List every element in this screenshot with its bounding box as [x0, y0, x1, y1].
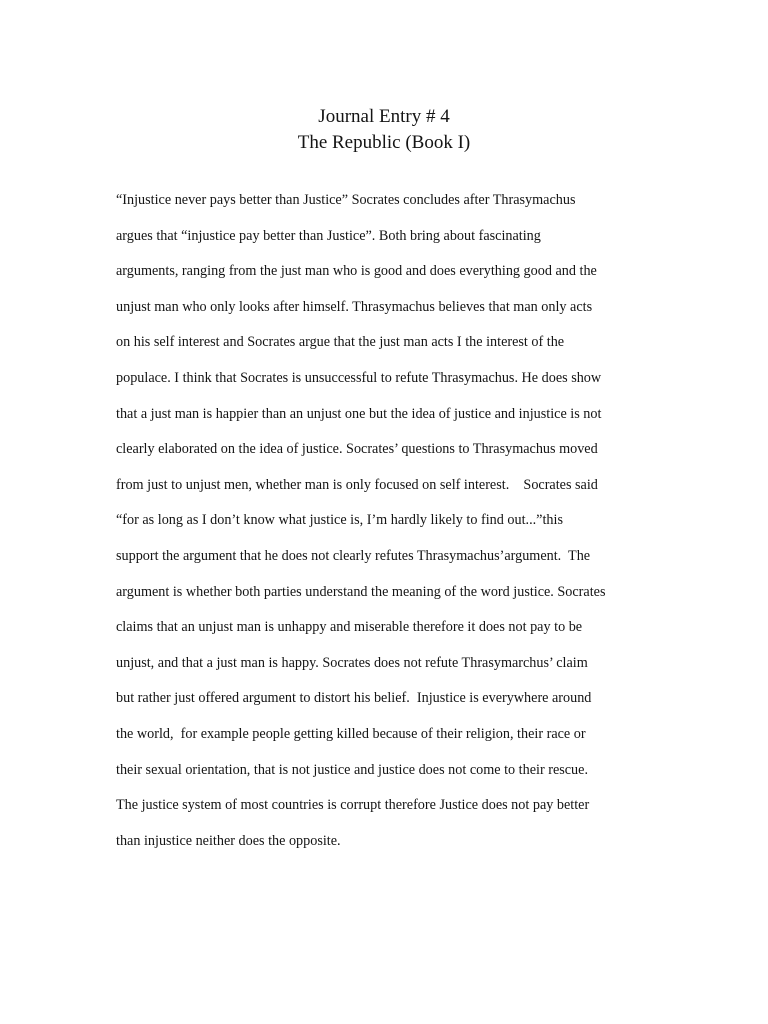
document-title — [0, 104, 768, 156]
body-line: claims that an unjust man is unhappy and miserable therefore it does not pay to be — [116, 619, 583, 636]
body-line: unjust, and that a just man is happy. Socrates does not refute Thrasymarchus’ claim — [116, 654, 588, 671]
body-line: on his self interest and Socrates argue that the just man acts I the interest of the — [116, 334, 565, 351]
body-line: unjust man who only looks after himself. Thrasymachus believes that man only acts — [116, 298, 593, 315]
body-line: clearly elaborated on the idea of justice. Socrates’ questions to Thrasymachus moved — [116, 441, 598, 458]
title-line-1: Journal Entry # 4 — [318, 106, 450, 127]
body-line: populace. I think that Socrates is unsuccessful to refute Thrasymachus. He does show — [116, 369, 602, 386]
body-paragraph — [116, 183, 656, 859]
body-line: the world, for example people getting killed because of their religion, their race or — [116, 725, 586, 742]
body-line: that a just man is happier than an unjust one but the idea of justice and injustice is not — [116, 405, 602, 422]
body-line: than injustice neither does the opposite. — [116, 832, 341, 849]
body-line: from just to unjust men, whether man is only focused on self interest. Socrates said — [116, 476, 598, 493]
body-line: “for as long as I don’t know what justice is, I’m hardly likely to find out...”this — [116, 512, 563, 529]
body-line: support the argument that he does not clearly refutes Thrasymachus’argument. The — [116, 547, 591, 564]
title-line-2: The Republic (Book I) — [297, 132, 471, 153]
body-line: their sexual orientation, that is not justice and justice does not come to their rescue. — [116, 761, 588, 778]
body-line: but rather just offered argument to distort his belief. Injustice is everywhere around — [116, 690, 592, 707]
body-line: argument is whether both parties understand the meaning of the word justice. Socrates — [116, 583, 606, 600]
body-line: “Injustice never pays better than Justice” Socrates concludes after Thrasymachus — [116, 192, 576, 208]
body-line: The justice system of most countries is corrupt therefore Justice does not pay better — [116, 797, 590, 814]
body-line: arguments, ranging from the just man who is good and does everything good and the — [116, 263, 597, 280]
body-line: argues that “injustice pay better than Justice”. Both bring about fascinating — [116, 227, 541, 244]
